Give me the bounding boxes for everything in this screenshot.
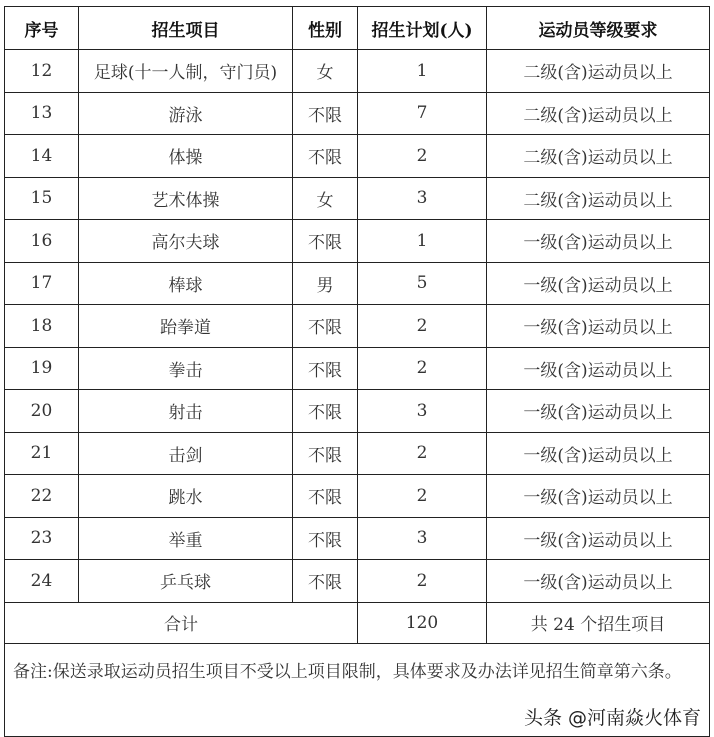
cell-level: 一级(含)运动员以上 (487, 432, 710, 475)
document (4, 6, 709, 737)
table-row (5, 92, 710, 135)
cell-gender: 不限 (293, 92, 358, 135)
cell-gender: 不限 (293, 347, 358, 390)
table-row (5, 262, 710, 305)
cell-gender: 不限 (293, 390, 358, 433)
total-summary: 共 24 个招生项目 (487, 602, 710, 643)
cell-gender: 不限 (293, 560, 358, 603)
cell-plan: 5 (358, 262, 487, 305)
cell-gender: 女 (293, 50, 358, 93)
watermark: 头条 @河南焱火体育 (523, 706, 701, 729)
header-no: 序号 (5, 7, 79, 50)
table-row (5, 305, 710, 348)
cell-item: 高尔夫球 (79, 220, 293, 263)
header-level: 运动员等级要求 (487, 7, 710, 50)
table-row (5, 432, 710, 475)
cell-item: 游泳 (79, 92, 293, 135)
table-row (5, 347, 710, 390)
header-plan: 招生计划(人) (358, 7, 487, 50)
table-row (5, 390, 710, 433)
cell-item: 拳击 (79, 347, 293, 390)
cell-plan: 3 (358, 517, 487, 560)
cell-level: 一级(含)运动员以上 (487, 262, 710, 305)
cell-level: 一级(含)运动员以上 (487, 475, 710, 518)
cell-no: 24 (5, 560, 79, 603)
cell-plan: 2 (358, 305, 487, 348)
cell-level: 一级(含)运动员以上 (487, 517, 710, 560)
cell-plan: 7 (358, 92, 487, 135)
cell-plan: 2 (358, 432, 487, 475)
table-row (5, 560, 710, 603)
cell-no: 17 (5, 262, 79, 305)
cell-plan: 2 (358, 475, 487, 518)
cell-gender: 不限 (293, 475, 358, 518)
cell-level: 一级(含)运动员以上 (487, 305, 710, 348)
cell-gender: 男 (293, 262, 358, 305)
cell-plan: 3 (358, 390, 487, 433)
table-row (5, 517, 710, 560)
admissions-table (4, 6, 710, 737)
table-row (5, 475, 710, 518)
cell-level: 二级(含)运动员以上 (487, 135, 710, 178)
header-item: 招生项目 (79, 7, 293, 50)
cell-gender: 不限 (293, 220, 358, 263)
cell-item: 举重 (79, 517, 293, 560)
table-row (5, 220, 710, 263)
total-plan: 120 (358, 602, 487, 643)
cell-plan: 2 (358, 347, 487, 390)
note-cell (5, 643, 710, 736)
header-row (5, 7, 710, 50)
header-gender: 性别 (293, 7, 358, 50)
table-row (5, 50, 710, 93)
cell-gender: 女 (293, 177, 358, 220)
cell-item: 乒乓球 (79, 560, 293, 603)
cell-no: 16 (5, 220, 79, 263)
cell-level: 一级(含)运动员以上 (487, 220, 710, 263)
cell-level: 一级(含)运动员以上 (487, 560, 710, 603)
cell-gender: 不限 (293, 305, 358, 348)
cell-level: 一级(含)运动员以上 (487, 390, 710, 433)
cell-no: 18 (5, 305, 79, 348)
cell-item: 艺术体操 (79, 177, 293, 220)
cell-no: 23 (5, 517, 79, 560)
cell-plan: 2 (358, 560, 487, 603)
total-label: 合计 (5, 602, 358, 643)
cell-no: 15 (5, 177, 79, 220)
cell-plan: 3 (358, 177, 487, 220)
cell-item: 棒球 (79, 262, 293, 305)
cell-gender: 不限 (293, 517, 358, 560)
cell-item: 体操 (79, 135, 293, 178)
cell-item: 足球(十一人制，守门员) (79, 50, 293, 93)
cell-gender: 不限 (293, 135, 358, 178)
cell-no: 14 (5, 135, 79, 178)
cell-item: 跳水 (79, 475, 293, 518)
cell-plan: 1 (358, 50, 487, 93)
cell-level: 二级(含)运动员以上 (487, 50, 710, 93)
cell-level: 二级(含)运动员以上 (487, 92, 710, 135)
total-row (5, 602, 710, 643)
note-text: 备注:保送录取运动员招生项目不受以上项目限制，具体要求及办法详见招生简章第六条。 (13, 661, 682, 682)
cell-item: 跆拳道 (79, 305, 293, 348)
note-row (5, 643, 710, 736)
cell-level: 一级(含)运动员以上 (487, 347, 710, 390)
cell-item: 击剑 (79, 432, 293, 475)
cell-no: 13 (5, 92, 79, 135)
cell-gender: 不限 (293, 432, 358, 475)
cell-plan: 2 (358, 135, 487, 178)
cell-no: 12 (5, 50, 79, 93)
cell-plan: 1 (358, 220, 487, 263)
table-row (5, 135, 710, 178)
cell-no: 19 (5, 347, 79, 390)
cell-no: 20 (5, 390, 79, 433)
cell-no: 22 (5, 475, 79, 518)
table-row (5, 177, 710, 220)
cell-item: 射击 (79, 390, 293, 433)
cell-no: 21 (5, 432, 79, 475)
cell-level: 二级(含)运动员以上 (487, 177, 710, 220)
